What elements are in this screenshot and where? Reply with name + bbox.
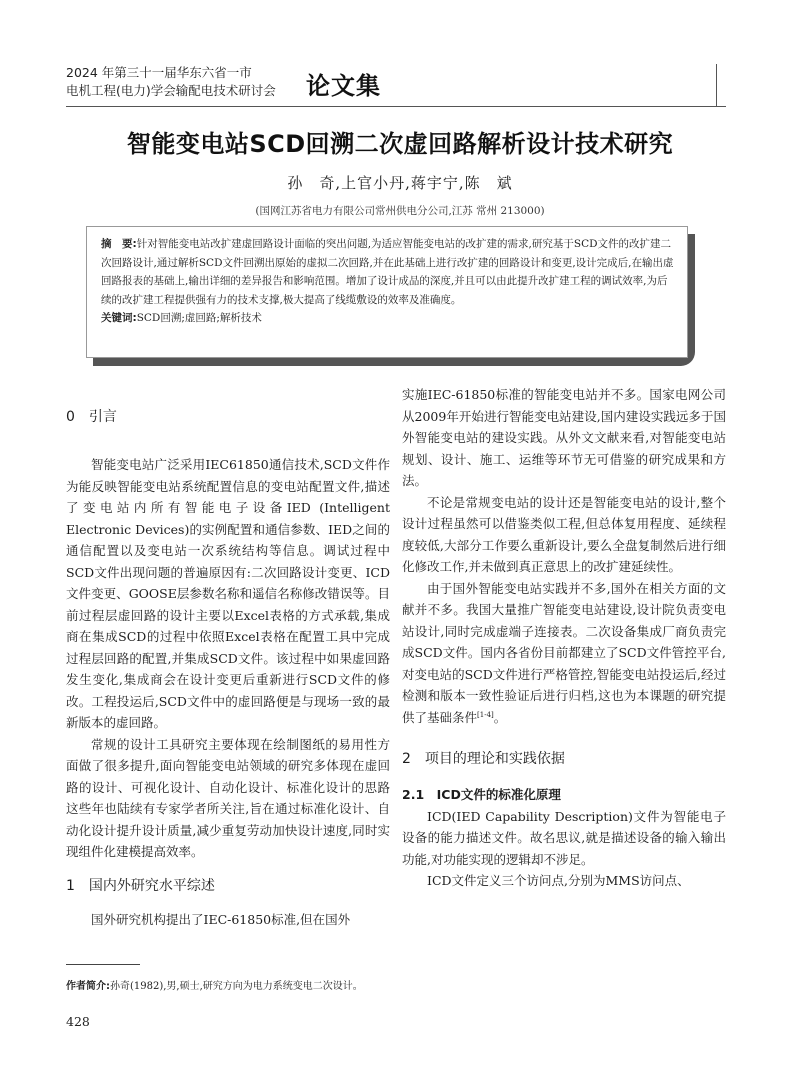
body-text-end: 。 (493, 709, 507, 725)
abstract (101, 235, 675, 309)
abstract-box (86, 226, 688, 358)
body-paragraph: ICD(IED Capability Description)文件为智能电子设备的能力描述文件。故名思议,就是描述设备的输入输出功能,对功能实现的逻辑却不涉足。 (402, 808, 726, 867)
body-paragraph: ICD文件定义三个访问点,分别为MMS访问点、 (427, 873, 690, 888)
abstract-text: 针对智能变电站改扩建虚回路设计面临的突出问题,为适应智能变电站的改扩建的需求,研究基于SCD文件的改扩建二次回路设计,通过解析SCD文件回溯出原始的虚拟二次回路,并在此基础上进行改扩建的回路设计和变更,设计完成后,在输出虚回路报表的基础上,输出详细的差异报告和影响范围。增加了设计成品的深度,并且可以由此提升改扩建工程的调试效率,为后续的改扩建工程提供强有力的技术支撑,极大提高了线缆敷设的效率及准确度。 (101, 238, 674, 306)
keywords-text: SCD回溯;虚回路;解析技术 (136, 312, 262, 325)
abstract-label: 摘 要: (101, 238, 137, 250)
body-text: 由于国外智能变电站实践并不多,国外在相关方面的文献并不多。我国大量推广智能变电站建设,设计院负责变电站设计,同时完成虚端子连接表。二次设备集成厂商负责完成SCD文件。国内各省份目前都建立了SCD文件管控平台,对变电站的SCD文件进行严格管控,智能变电站投运后,经过检测和版本一致性验证后进行归档,这也为本课题的研究提供了基础条件 (402, 580, 726, 725)
footnote-text: 孙奇(1982),男,硕士,研究方向为电力系统变电二次设计。 (110, 981, 363, 992)
conference-line-2: 电机工程(电力)学会输配电技术研讨会 (66, 83, 276, 98)
citation-ref: [1-4] (477, 710, 494, 719)
affiliation: (国网江苏省电力有限公司常州供电分公司,江苏 常州 213000) (255, 205, 545, 217)
subsection-heading-icd: 2.1 ICD文件的标准化原理 (402, 787, 561, 802)
keywords (101, 309, 675, 328)
header-rule (66, 106, 726, 107)
paper-title: 智能变电站SCD回溯二次虚回路解析设计技术研究 (126, 130, 674, 158)
conference-line-1: 2024 年第三十一届华东六省一市 (66, 65, 252, 80)
body-paragraph (402, 578, 726, 729)
author-footnote (66, 977, 363, 992)
body-paragraph: 智能变电站广泛采用IEC61850通信技术,SCD文件作为能反映智能变电站系统配置信息的变电站配置文件,描述了变电站内所有智能电子设备IED (Intelligent Electronic Devices)的实例配置和通信参数、IED之间的通信配置以及变电站一次系统结构等信息。调试过程中SCD文件出现问题的普遍原因有:二次回路设计变更、ICD文件变更、GOOSE层参数名称和遥信名称修改错误等。目前过程层虚回路的设计主要以Excel表格的方式承载,集成商在集成SCD的过程中依照Excel表格在配置工具中完成过程层回路的配置,并集成SCD文件。该过程中如果虚回路发生变化,集成商会在设计变更后重新进行SCD文件的修改。工程投运后,SCD文件中的虚回路便是与现场一致的最新版本的虚回路。 (66, 457, 390, 730)
running-header (66, 64, 726, 108)
left-column (66, 376, 390, 930)
body-paragraph: 不论是常规变电站的设计还是智能变电站的设计,整个设计过程虽然可以借鉴类似工程,但总体复用程度、延续程度较低,大部分工作要么重新设计,要么全盘复制然后进行细化修改工作,并未做到真正意思上的改扩建延续性。 (402, 494, 726, 574)
section-heading-theory: 2 项目的理论和实践依据 (402, 751, 565, 767)
right-column (402, 384, 726, 892)
author-list: 孙 奇,上官小丹,蒋宇宁,陈 斌 (287, 174, 513, 192)
body-paragraph: 常规的设计工具研究主要体现在绘制图纸的易用性方面做了很多提升,面向智能变电站领域的研究多体现在虚回路的设计、可视化设计、自动化设计、标准化设计的思路这些年也陆续有专家学者所关注,旨在通过标准化设计、自动化设计提升设计质量,减少重复劳动加快设计速度,同时实现组件化建模提高效率。 (66, 736, 390, 859)
body-paragraph: 国外研究机构提出了IEC-61850标准,但在国外 (91, 911, 351, 927)
section-heading-introduction: 0 引言 (66, 409, 117, 425)
section-heading-review: 1 国内外研究水平综述 (66, 877, 215, 894)
footnote-label: 作者简介: (66, 981, 110, 992)
proceedings-label: 论文集 (306, 72, 381, 100)
body-paragraph: 实施IEC-61850标准的智能变电站并不多。国家电网公司从2009年开始进行智能变电站建设,国内建设实践远多于国外智能变电站的建设实践。从外文文献来看,对智能变电站规划、设计、施工、运维等环节无可借鉴的研究成果和方法。 (402, 387, 726, 488)
keywords-label: 关键词: (101, 312, 137, 325)
header-vertical-rule (716, 64, 717, 106)
page-number: 428 (66, 1014, 90, 1029)
conference-name (66, 64, 276, 100)
footnote-rule (66, 964, 140, 965)
